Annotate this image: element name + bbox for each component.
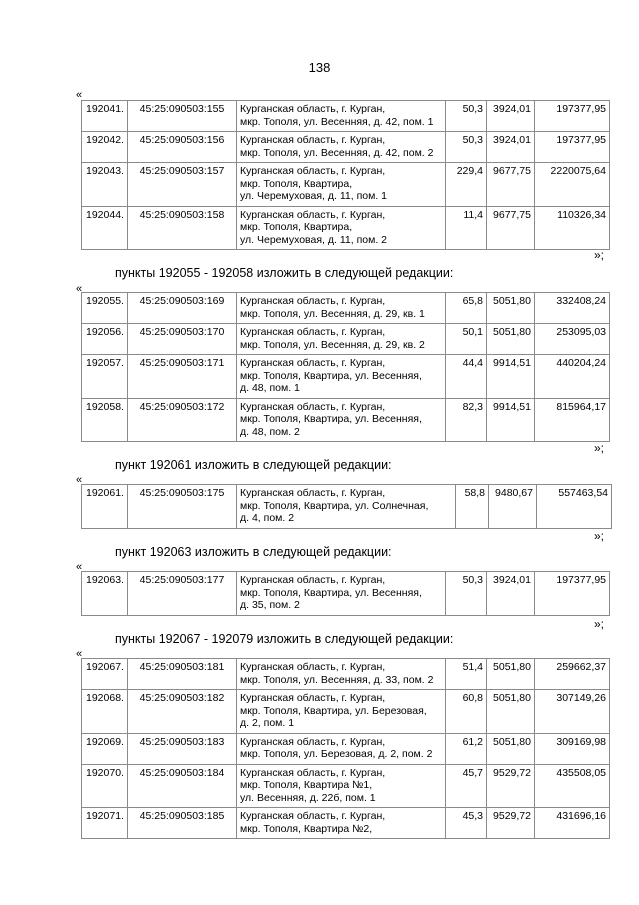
- price-cell: 9914,51: [487, 355, 535, 399]
- quote-open: «: [76, 474, 83, 486]
- quote-close: »;: [594, 248, 605, 262]
- row-number: 192057.: [82, 355, 128, 399]
- cadastral-number: 45:25:090503:175: [128, 485, 237, 529]
- table-row: [82, 485, 612, 529]
- cadastral-number: 45:25:090503:181: [128, 659, 237, 690]
- cadastral-number: 45:25:090503:184: [128, 764, 237, 808]
- price-cell: 3924,01: [487, 132, 535, 163]
- address-cell: Курганская область, г. Курган, мкр. Тополя, ул. Весенняя, д. 29, кв. 1: [237, 293, 446, 324]
- address-cell: Курганская область, г. Курган, мкр. Тополя, Квартира, ул. Солнечная, д. 4, пом. 2: [237, 485, 456, 529]
- address-cell: Курганская область, г. Курган, мкр. Тополя, ул. Весенняя, д. 33, пом. 2: [237, 659, 446, 690]
- area-cell: 45,3: [446, 808, 487, 839]
- row-number: 192041.: [82, 101, 128, 132]
- area-cell: 50,3: [446, 572, 487, 616]
- instruction-text: пункты 192055 - 192058 изложить в следующей редакции:: [115, 266, 454, 280]
- area-cell: 44,4: [446, 355, 487, 399]
- cost-cell: 557463,54: [537, 485, 612, 529]
- table-row: [82, 690, 610, 734]
- table-row: [82, 206, 610, 250]
- area-cell: 61,2: [446, 733, 487, 764]
- row-number: 192061.: [82, 485, 128, 529]
- address-cell: Курганская область, г. Курган, мкр. Тополя, ул. Березовая, д. 2, пом. 2: [237, 733, 446, 764]
- price-cell: 5051,80: [487, 733, 535, 764]
- table-row: [82, 398, 610, 442]
- cadastral-number: 45:25:090503:155: [128, 101, 237, 132]
- cadastral-number: 45:25:090503:172: [128, 398, 237, 442]
- row-number: 192071.: [82, 808, 128, 839]
- table-row: [82, 324, 610, 355]
- area-cell: 229,4: [446, 163, 487, 207]
- quote-close: »;: [594, 441, 605, 455]
- row-number: 192070.: [82, 764, 128, 808]
- row-number: 192055.: [82, 293, 128, 324]
- cost-cell: 253095,03: [535, 324, 610, 355]
- cadastral-number: 45:25:090503:177: [128, 572, 237, 616]
- property-table-5: [81, 658, 610, 839]
- row-number: 192044.: [82, 206, 128, 250]
- table-row: [82, 293, 610, 324]
- table-row: [82, 132, 610, 163]
- quote-open: «: [76, 648, 83, 660]
- quote-open: «: [76, 561, 83, 573]
- table-row: [82, 163, 610, 207]
- area-cell: 82,3: [446, 398, 487, 442]
- price-cell: 9677,75: [487, 206, 535, 250]
- price-cell: 5051,80: [487, 324, 535, 355]
- address-cell: Курганская область, г. Курган, мкр. Тополя, Квартира, ул. Черемуховая, д. 11, пом. 1: [237, 163, 446, 207]
- cadastral-number: 45:25:090503:169: [128, 293, 237, 324]
- address-cell: Курганская область, г. Курган, мкр. Тополя, Квартира, ул. Весенняя, д. 35, пом. 2: [237, 572, 446, 616]
- table-row: [82, 355, 610, 399]
- table-row: [82, 572, 610, 616]
- row-number: 192042.: [82, 132, 128, 163]
- table-row: [82, 659, 610, 690]
- cost-cell: 435508,05: [535, 764, 610, 808]
- quote-close: »;: [594, 529, 605, 543]
- property-table-1: [81, 100, 610, 250]
- cost-cell: 110326,34: [535, 206, 610, 250]
- price-cell: 9914,51: [487, 398, 535, 442]
- cost-cell: 440204,24: [535, 355, 610, 399]
- address-cell: Курганская область, г. Курган, мкр. Тополя, ул. Весенняя, д. 42, пом. 1: [237, 101, 446, 132]
- price-cell: 3924,01: [487, 101, 535, 132]
- table-row: [82, 764, 610, 808]
- table-row: [82, 808, 610, 839]
- page-number: 138: [308, 60, 331, 75]
- property-table-4: [81, 571, 610, 616]
- cost-cell: 197377,95: [535, 132, 610, 163]
- area-cell: 60,8: [446, 690, 487, 734]
- cadastral-number: 45:25:090503:158: [128, 206, 237, 250]
- address-cell: Курганская область, г. Курган, мкр. Тополя, ул. Весенняя, д. 29, кв. 2: [237, 324, 446, 355]
- table-row: [82, 101, 610, 132]
- address-cell: Курганская область, г. Курган, мкр. Тополя, Квартира, ул. Весенняя, д. 48, пом. 2: [237, 398, 446, 442]
- row-number: 192069.: [82, 733, 128, 764]
- price-cell: 3924,01: [487, 572, 535, 616]
- cadastral-number: 45:25:090503:171: [128, 355, 237, 399]
- area-cell: 11,4: [446, 206, 487, 250]
- row-number: 192058.: [82, 398, 128, 442]
- quote-open: «: [76, 283, 83, 295]
- price-cell: 9529,72: [487, 764, 535, 808]
- price-cell: 9677,75: [487, 163, 535, 207]
- area-cell: 58,8: [456, 485, 489, 529]
- cost-cell: 2220075,64: [535, 163, 610, 207]
- price-cell: 5051,80: [487, 659, 535, 690]
- address-cell: Курганская область, г. Курган, мкр. Тополя, Квартира, ул. Березовая, д. 2, пом. 1: [237, 690, 446, 734]
- quote-close: »;: [594, 617, 605, 631]
- property-table-3: [81, 484, 612, 529]
- area-cell: 45,7: [446, 764, 487, 808]
- instruction-text: пункты 192067 - 192079 изложить в следующей редакции:: [115, 632, 454, 646]
- price-cell: 5051,80: [487, 690, 535, 734]
- instruction-text: пункт 192061 изложить в следующей редакции:: [115, 458, 392, 472]
- row-number: 192063.: [82, 572, 128, 616]
- area-cell: 51,4: [446, 659, 487, 690]
- price-cell: 9480,67: [489, 485, 537, 529]
- cost-cell: 307149,26: [535, 690, 610, 734]
- row-number: 192056.: [82, 324, 128, 355]
- address-cell: Курганская область, г. Курган, мкр. Тополя, ул. Весенняя, д. 42, пом. 2: [237, 132, 446, 163]
- table-row: [82, 733, 610, 764]
- cadastral-number: 45:25:090503:156: [128, 132, 237, 163]
- cost-cell: 259662,37: [535, 659, 610, 690]
- quote-open: «: [76, 89, 83, 101]
- property-table-2: [81, 292, 610, 442]
- address-cell: Курганская область, г. Курган, мкр. Тополя, Квартира, ул. Весенняя, д. 48, пом. 1: [237, 355, 446, 399]
- price-cell: 5051,80: [487, 293, 535, 324]
- cadastral-number: 45:25:090503:182: [128, 690, 237, 734]
- cadastral-number: 45:25:090503:183: [128, 733, 237, 764]
- row-number: 192068.: [82, 690, 128, 734]
- price-cell: 9529,72: [487, 808, 535, 839]
- cost-cell: 332408,24: [535, 293, 610, 324]
- area-cell: 50,1: [446, 324, 487, 355]
- address-cell: Курганская область, г. Курган, мкр. Тополя, Квартира, ул. Черемуховая, д. 11, пом. 2: [237, 206, 446, 250]
- row-number: 192043.: [82, 163, 128, 207]
- cadastral-number: 45:25:090503:185: [128, 808, 237, 839]
- cost-cell: 197377,95: [535, 572, 610, 616]
- area-cell: 50,3: [446, 132, 487, 163]
- cost-cell: 197377,95: [535, 101, 610, 132]
- row-number: 192067.: [82, 659, 128, 690]
- instruction-text: пункт 192063 изложить в следующей редакции:: [115, 545, 392, 559]
- address-cell: Курганская область, г. Курган, мкр. Тополя, Квартира №1, ул. Весенняя, д. 22б, пом. 1: [237, 764, 446, 808]
- cadastral-number: 45:25:090503:157: [128, 163, 237, 207]
- cost-cell: 431696,16: [535, 808, 610, 839]
- area-cell: 50,3: [446, 101, 487, 132]
- address-cell: Курганская область, г. Курган, мкр. Тополя, Квартира №2,: [237, 808, 446, 839]
- area-cell: 65,8: [446, 293, 487, 324]
- cost-cell: 815964,17: [535, 398, 610, 442]
- cost-cell: 309169,98: [535, 733, 610, 764]
- cadastral-number: 45:25:090503:170: [128, 324, 237, 355]
